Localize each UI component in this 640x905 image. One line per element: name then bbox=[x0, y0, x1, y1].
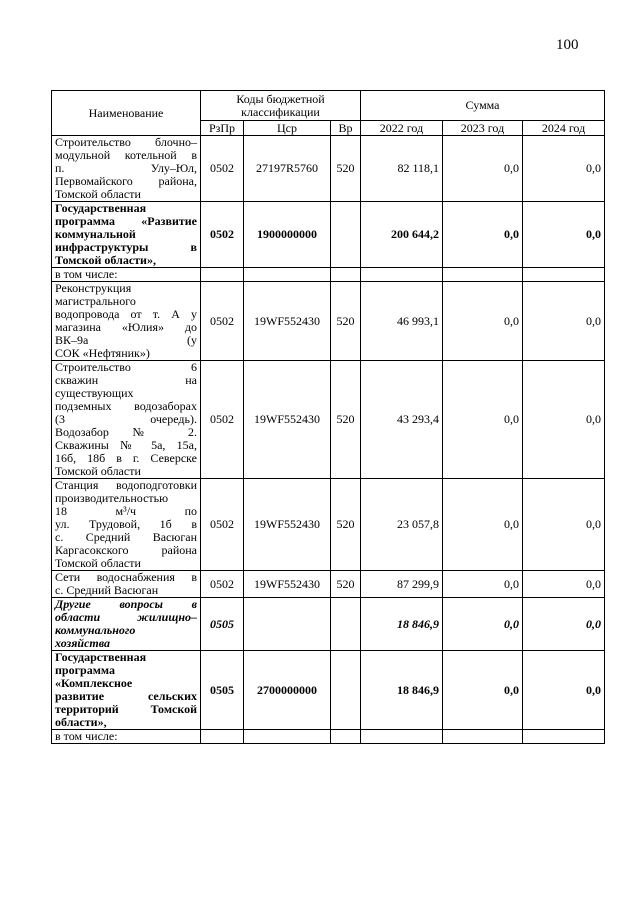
cell-y2023: 0,0 bbox=[443, 479, 523, 571]
cell-y2022: 43 293,4 bbox=[361, 361, 443, 479]
cell-rzpr: 0502 bbox=[201, 479, 244, 571]
cell-y2024: 0,0 bbox=[523, 571, 605, 598]
row-name-line: Томской области bbox=[55, 187, 141, 201]
row-name-line: ВК–9а (у bbox=[55, 333, 197, 347]
cell-y2022: 23 057,8 bbox=[361, 479, 443, 571]
cell-y2023: 0,0 bbox=[443, 651, 523, 730]
cell-rzpr: 0502 bbox=[201, 282, 244, 361]
header-vr: Вр bbox=[331, 121, 361, 136]
row-name-line: ул. Трудовой, 1б в bbox=[55, 517, 197, 531]
row-name-line: 18 м³/ч по bbox=[55, 504, 197, 518]
cell-y2023: 0,0 bbox=[443, 598, 523, 651]
row-name-line: СОК «Нефтяник») bbox=[55, 346, 150, 360]
header-2024: 2024 год bbox=[523, 121, 605, 136]
row-name-line: в том числе: bbox=[55, 729, 118, 743]
cell-y2023 bbox=[443, 268, 523, 282]
cell-y2022: 87 299,9 bbox=[361, 571, 443, 598]
row-name bbox=[52, 202, 201, 268]
cell-y2024: 0,0 bbox=[523, 202, 605, 268]
cell-rzpr bbox=[201, 268, 244, 282]
cell-y2024: 0,0 bbox=[523, 361, 605, 479]
table-row bbox=[52, 651, 605, 730]
cell-csr bbox=[244, 268, 331, 282]
row-name-line: Реконструкция bbox=[55, 281, 132, 295]
cell-y2024: 0,0 bbox=[523, 479, 605, 571]
cell-y2023: 0,0 bbox=[443, 282, 523, 361]
row-name-line: скважин на bbox=[55, 373, 197, 387]
row-name-line: территорий Томской bbox=[55, 702, 197, 716]
row-name-line: Другие вопросы в bbox=[55, 597, 197, 611]
row-name-line: магазина «Юлия» до bbox=[55, 320, 197, 334]
cell-csr bbox=[244, 730, 331, 744]
row-name-line: (3 очередь). bbox=[55, 412, 197, 426]
row-name-line: п. Улу–Юл, bbox=[55, 161, 197, 175]
cell-csr: 27197R5760 bbox=[244, 136, 331, 202]
row-name-line: Скважины № 5а, 15а, bbox=[55, 438, 197, 452]
row-name bbox=[52, 598, 201, 651]
cell-rzpr: 0502 bbox=[201, 571, 244, 598]
cell-y2024: 0,0 bbox=[523, 598, 605, 651]
row-name-line: коммунального bbox=[55, 623, 136, 637]
cell-csr: 1900000000 bbox=[244, 202, 331, 268]
row-name-line: 16б, 18б в г. Северске bbox=[55, 451, 197, 465]
cell-y2024 bbox=[523, 268, 605, 282]
cell-vr: 520 bbox=[331, 571, 361, 598]
row-name-line: Томской области», bbox=[55, 253, 156, 267]
row-name bbox=[52, 282, 201, 361]
row-name-line: производительностью bbox=[55, 491, 169, 505]
row-name-line: Сети водоснабжения в bbox=[55, 570, 197, 584]
cell-y2023: 0,0 bbox=[443, 361, 523, 479]
row-name-line: программа «Развитие bbox=[55, 214, 197, 228]
table-row bbox=[52, 598, 605, 651]
row-name-line: области жилищно– bbox=[55, 610, 197, 624]
cell-vr: 520 bbox=[331, 136, 361, 202]
table-row bbox=[52, 479, 605, 571]
row-name-line: подземных водозаборах bbox=[55, 399, 197, 413]
cell-y2024: 0,0 bbox=[523, 282, 605, 361]
header-sum: Сумма bbox=[361, 91, 605, 121]
cell-rzpr bbox=[201, 730, 244, 744]
cell-csr bbox=[244, 598, 331, 651]
row-name-line: Томской области bbox=[55, 464, 141, 478]
cell-y2023: 0,0 bbox=[443, 136, 523, 202]
row-name-line: Государственная bbox=[55, 201, 147, 215]
row-name-line: в том числе: bbox=[55, 267, 118, 281]
cell-rzpr: 0505 bbox=[201, 651, 244, 730]
row-name-line: Строительство 6 bbox=[55, 360, 197, 374]
row-name bbox=[52, 730, 201, 744]
row-name-line: развитие сельских bbox=[55, 689, 197, 703]
cell-vr: 520 bbox=[331, 361, 361, 479]
cell-vr: 520 bbox=[331, 479, 361, 571]
row-name-line: области», bbox=[55, 715, 107, 729]
cell-vr: 520 bbox=[331, 282, 361, 361]
header-rzpr: РзПр bbox=[201, 121, 244, 136]
cell-csr: 19WF552430 bbox=[244, 479, 331, 571]
cell-vr bbox=[331, 598, 361, 651]
row-name-line: Каргасокского района bbox=[55, 543, 197, 557]
header-csr: Цср bbox=[244, 121, 331, 136]
page-number: 100 bbox=[556, 37, 579, 53]
header-name: Наименование bbox=[52, 91, 201, 136]
cell-csr: 19WF552430 bbox=[244, 361, 331, 479]
cell-y2022: 82 118,1 bbox=[361, 136, 443, 202]
table-row bbox=[52, 571, 605, 598]
row-name-line: модульной котельной в bbox=[55, 148, 197, 162]
row-name-line: Первомайского района, bbox=[55, 174, 197, 188]
header-codes: Коды бюджетной классификации bbox=[201, 91, 361, 121]
row-name-line: хозяйства bbox=[55, 636, 111, 650]
row-name bbox=[52, 268, 201, 282]
row-name-line: Станция водоподготовки bbox=[55, 478, 197, 492]
table-row bbox=[52, 202, 605, 268]
cell-rzpr: 0502 bbox=[201, 361, 244, 479]
row-name-line: с. Средний Васюган bbox=[55, 530, 197, 544]
cell-y2024: 0,0 bbox=[523, 651, 605, 730]
row-name-line: Строительство блочно– bbox=[55, 135, 197, 149]
cell-rzpr: 0505 bbox=[201, 598, 244, 651]
row-name-line: Томской области bbox=[55, 556, 141, 570]
cell-vr bbox=[331, 268, 361, 282]
cell-y2022 bbox=[361, 268, 443, 282]
cell-csr: 2700000000 bbox=[244, 651, 331, 730]
row-name-line: водопровода от т. А у bbox=[55, 307, 197, 321]
cell-y2022: 200 644,2 bbox=[361, 202, 443, 268]
cell-csr: 19WF552430 bbox=[244, 571, 331, 598]
row-name-line: с. Средний Васюган bbox=[55, 583, 159, 597]
cell-y2022: 18 846,9 bbox=[361, 651, 443, 730]
header-2023: 2023 год bbox=[443, 121, 523, 136]
cell-y2022: 46 993,1 bbox=[361, 282, 443, 361]
row-name bbox=[52, 361, 201, 479]
row-name bbox=[52, 479, 201, 571]
cell-vr bbox=[331, 730, 361, 744]
cell-y2023: 0,0 bbox=[443, 571, 523, 598]
header-2022: 2022 год bbox=[361, 121, 443, 136]
cell-vr bbox=[331, 651, 361, 730]
cell-y2022 bbox=[361, 730, 443, 744]
row-name bbox=[52, 136, 201, 202]
cell-y2022: 18 846,9 bbox=[361, 598, 443, 651]
cell-y2023 bbox=[443, 730, 523, 744]
cell-rzpr: 0502 bbox=[201, 136, 244, 202]
cell-vr bbox=[331, 202, 361, 268]
table-row bbox=[52, 268, 605, 282]
row-name bbox=[52, 651, 201, 730]
cell-y2024: 0,0 bbox=[523, 136, 605, 202]
row-name-line: программа bbox=[55, 663, 115, 677]
table-row bbox=[52, 730, 605, 744]
table-row bbox=[52, 282, 605, 361]
row-name-line: инфраструктуры в bbox=[55, 240, 197, 254]
cell-y2024 bbox=[523, 730, 605, 744]
table-row bbox=[52, 361, 605, 479]
row-name-line: «Комплексное bbox=[55, 676, 133, 690]
row-name-line: существующих bbox=[55, 386, 134, 400]
budget-table bbox=[51, 90, 605, 744]
cell-rzpr: 0502 bbox=[201, 202, 244, 268]
row-name-line: Государственная bbox=[55, 650, 147, 664]
table-row bbox=[52, 136, 605, 202]
row-name-line: Водозабор № 2. bbox=[55, 425, 197, 439]
row-name-line: коммунальной bbox=[55, 227, 136, 241]
row-name-line: магистрального bbox=[55, 294, 136, 308]
cell-csr: 19WF552430 bbox=[244, 282, 331, 361]
row-name bbox=[52, 571, 201, 598]
cell-y2023: 0,0 bbox=[443, 202, 523, 268]
